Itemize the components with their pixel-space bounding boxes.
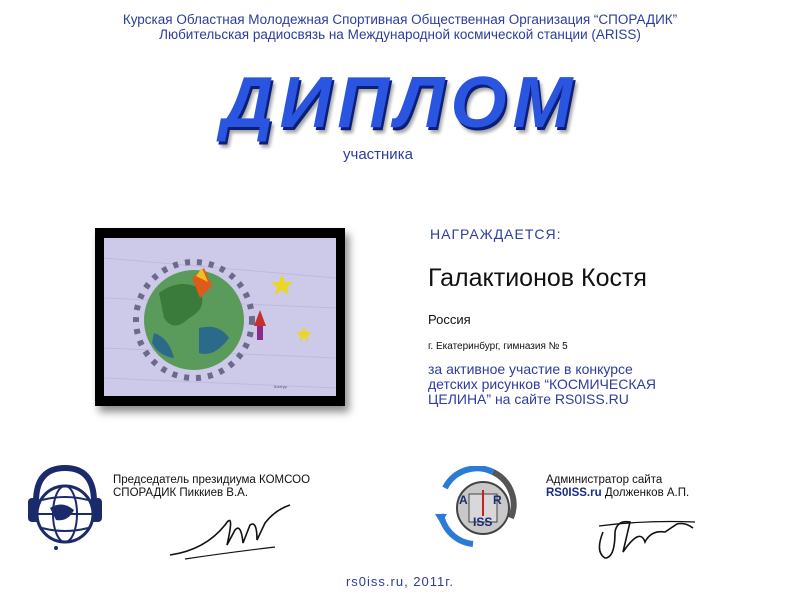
organization-line: Курская Областная Молодежная Спортивная Общественная Организация “СПОРАДИК” (122, 12, 678, 27)
recipient-country: Россия (428, 312, 471, 327)
ariss-letters-iss: ISS (473, 515, 493, 529)
left-signature-icon (165, 495, 305, 565)
ariss-letter-a: A (459, 493, 468, 507)
drawing-frame (95, 228, 345, 406)
award-reason-line: детских рисунков “КОСМИЧЕСКАЯ (428, 376, 656, 392)
diploma-title: ДИПЛОМ (221, 63, 579, 143)
earth-drawing-icon (104, 238, 336, 396)
right-signature-icon (585, 502, 705, 564)
awarded-label: НАГРАЖДАЕТСЯ: (430, 226, 562, 242)
award-reason-line: за активное участие в конкурсе (428, 361, 633, 377)
children-drawing-image (104, 238, 336, 396)
left-signatory-line: СПОРАДИК Пиккиев В.А. (113, 487, 249, 499)
right-signatory-title (546, 474, 796, 500)
right-signatory-line: Администратор сайта (546, 474, 663, 486)
svg-text:Контур: Контур (274, 384, 287, 389)
award-reason-line: ЦЕЛИНА” на сайте RS0ISS.RU (428, 391, 629, 407)
admin-name: Долженков А.П. (604, 487, 690, 499)
organization-subline: Любительская радиосвязь на Международной космической станции (ARISS) (159, 27, 641, 42)
diploma-subtitle: участника (343, 146, 413, 163)
right-signatory-line (546, 487, 796, 500)
recipient-name: Галактионов Костя (428, 264, 647, 292)
globe-headphones-icon (22, 462, 108, 554)
ariss-letter-r: R (493, 493, 502, 507)
recipient-city: г. Екатеринбург, гимназия № 5 (428, 341, 568, 352)
footer-text: rs0iss.ru, 2011г. (345, 574, 455, 589)
ariss-logo-icon (433, 466, 523, 548)
award-reason (428, 362, 788, 407)
site-name: RS0ISS.ru (546, 487, 602, 499)
left-signatory-line: Председатель президиума КОМСОО (113, 474, 311, 486)
